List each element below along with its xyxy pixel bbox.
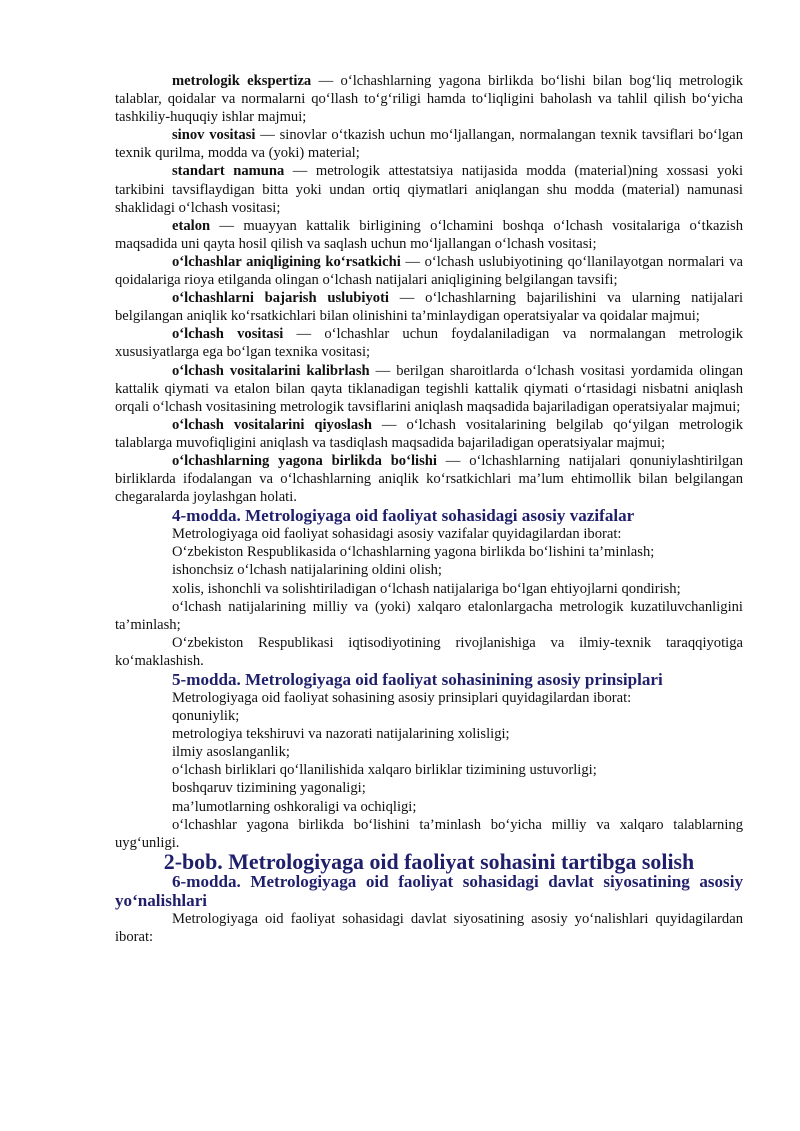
definition-term: o‘lchashlar aniqligining ko‘rsatkichi [172, 253, 401, 270]
list-item: qonuniylik; [172, 708, 240, 725]
definition-term: o‘lchash vositalarini kalibrlash [172, 362, 370, 379]
definition-term: o‘lchashlarni bajarish uslubiyoti [172, 290, 389, 307]
definition-term: o‘lchash vositalarini qiyoslash [172, 416, 372, 433]
definition-term: o‘lchashlarning yagona birlikda bo‘lishi [172, 452, 437, 469]
definition-text: — o‘lchashlarning bajarilishini va ularning natijalari belgilangan aniqlik ko‘rsatkichlari bilan olinishini ta’minlaydigan operatsiyalar va qoidalar majmui; [115, 290, 743, 325]
definition-text: — o‘lchash vositalarining belgilab qo‘yilgan metrologik talablarga muvofiqligini aniqlash va tasdiqlash maqsadida bajariladigan operatsiyalar majmui; [115, 416, 744, 451]
definition-term: sinov vositasi [172, 127, 256, 144]
article-5-heading: 5-modda. Metrologiyaga oid faoliyat sohasinining asosiy prinsiplari [172, 670, 663, 689]
list-item: Metrologiyaga oid faoliyat sohasidagi asosiy vazifalar quyidagilardan iborat: [172, 526, 622, 543]
definition-term: metrologik ekspertiza [172, 73, 312, 89]
list-item: O‘zbekiston Respublikasi iqtisodiyotining rivojlanishiga va ilmiy-texnik taraqqiyotiga ko‘maklashish. [115, 634, 743, 669]
definition-sinov-vositasi [115, 126, 743, 162]
article-6-heading: 6-modda. Metrologiyaga oid faoliyat sohasidagi davlat siyosatining asosiy yo‘nalishlari [115, 871, 743, 910]
list-item: ilmiy asoslanganlik; [172, 744, 290, 761]
list-item: metrologiya tekshiruvi va nazorati natijalarining xolisligi; [172, 726, 510, 743]
list-item: o‘lchash birliklari qo‘llanilishida xalqaro birliklar tizimining ustuvorligi; [172, 762, 597, 779]
definition-text: — o‘lchashlarning natijalari qonuniylashtirilgan birliklarda ifodalangan va o‘lchashlarning aniqlik ko‘rsatkichlari ma’lum ehtimollik bilan belgilangan chegaralarda joylashgan holati. [115, 452, 743, 506]
definition-text: — o‘lchash uslubiyotining qo‘llanilayotgan normalari va qoidalariga rioya etilganda olingan o‘lchash natijalari aniqligining belgilangan tavsifi; [115, 253, 743, 289]
list-item: Metrologiyaga oid faoliyat sohasidagi davlat siyosatining asosiy yo‘nalishlari quyidagilardan iborat: [115, 910, 743, 946]
definition-olchash-vositasi [115, 325, 743, 361]
definition-standart-namuna [115, 162, 743, 216]
list-item: Metrologiyaga oid faoliyat sohasining asosiy prinsiplari quyidagilardan iborat: [172, 690, 632, 706]
article-4-heading: 4-modda. Metrologiyaga oid faoliyat sohasidagi asosiy vazifalar [172, 506, 635, 526]
chapter-2-heading: 2-bob. Metrologiyaga oid faoliyat sohasini tartibga solish [163, 848, 695, 874]
definition-text: — metrologik attestatsiya natijasida modda (material)ning xossasi yoki tarkibini tavsiflaydigan bitta yoki undan ortiq qiymatlari aniqlangan shu modda (material) namunasi shaklidagi o‘lchash vositasi; [115, 163, 744, 216]
definition-qiyoslash [115, 416, 743, 452]
definition-text: — muayyan kattalik birligining o‘lchamini boshqa o‘lchash vositalariga o‘tkazish maqsadida uni qayta hosil qilish va saqlash uchun mo‘ljallangan o‘lchash vositasi; [115, 217, 743, 252]
list-item: xolis, ishonchli va solishtiriladigan o‘lchash natijalariga bo‘lgan ehtiyojlarni qondirish; [172, 580, 681, 597]
definition-bajarish-uslubiyoti [115, 289, 743, 325]
definition-term: standart namuna [172, 163, 285, 180]
list-item: o‘lchash natijalarining milliy va (yoki) xalqaro etalonlargacha metrologik kuzatiluvchanligini ta’minlash; [115, 598, 743, 633]
definition-metrologik-ekspertiza [115, 72, 743, 126]
definition-aniqlik-korsatkichi [115, 253, 743, 289]
definition-text: — sinovlar o‘tkazish uchun mo‘ljallangan, normalangan texnik tavsiflari bo‘lgan texnik qurilma, modda va (yoki) material; [115, 127, 743, 162]
definition-term: etalon [172, 217, 211, 234]
list-item: ishonchsiz o‘lchash natijalarining oldini olish; [172, 562, 442, 579]
definition-kalibrlash [115, 362, 743, 416]
list-item: o‘lchashlar yagona birlikda bo‘lishini ta’minlash bo‘yicha milliy va xalqaro talablarning uyg‘unligi. [115, 816, 743, 851]
list-item: O‘zbekiston Respublikasida o‘lchashlarning yagona birlikda bo‘lishini ta’minlash; [172, 544, 655, 561]
definition-text: — berilgan sharoitlarda o‘lchash vositasi yordamida olingan kattalik qiymati va etalon bilan qayta tiklanadigan tegishli kattalik qiymati o‘rtasidagi nisbatni aniqlash orqali o‘lchash vositasining metrologik tavsiflarini aniqlash maqsadida bajariladigan operatsiyalar majmui; [115, 362, 743, 415]
definition-term: o‘lchash vositasi [172, 326, 284, 343]
definition-yagona-birlik [115, 452, 743, 506]
definition-etalon [115, 217, 743, 253]
definition-text: — o‘lchashlarning yagona birlikda bo‘lishi bilan bog‘liq metrologik talablar, qoidalar va normalarni qo‘llash to‘g‘riligi hamda to‘liqligini baholash va tahlil qilish bo‘yicha tashkiliy-huquqiy ishlar majmui; [115, 73, 743, 126]
list-item: boshqaruv tizimining yagonaligi; [172, 780, 366, 797]
list-item: ma’lumotlarning oshkoraligi va ochiqligi; [172, 798, 417, 815]
definition-text: — o‘lchashlar uchun foydalaniladigan va normalangan metrologik xususiyatlarga ega bo‘lgan texnika vositasi; [115, 326, 744, 361]
